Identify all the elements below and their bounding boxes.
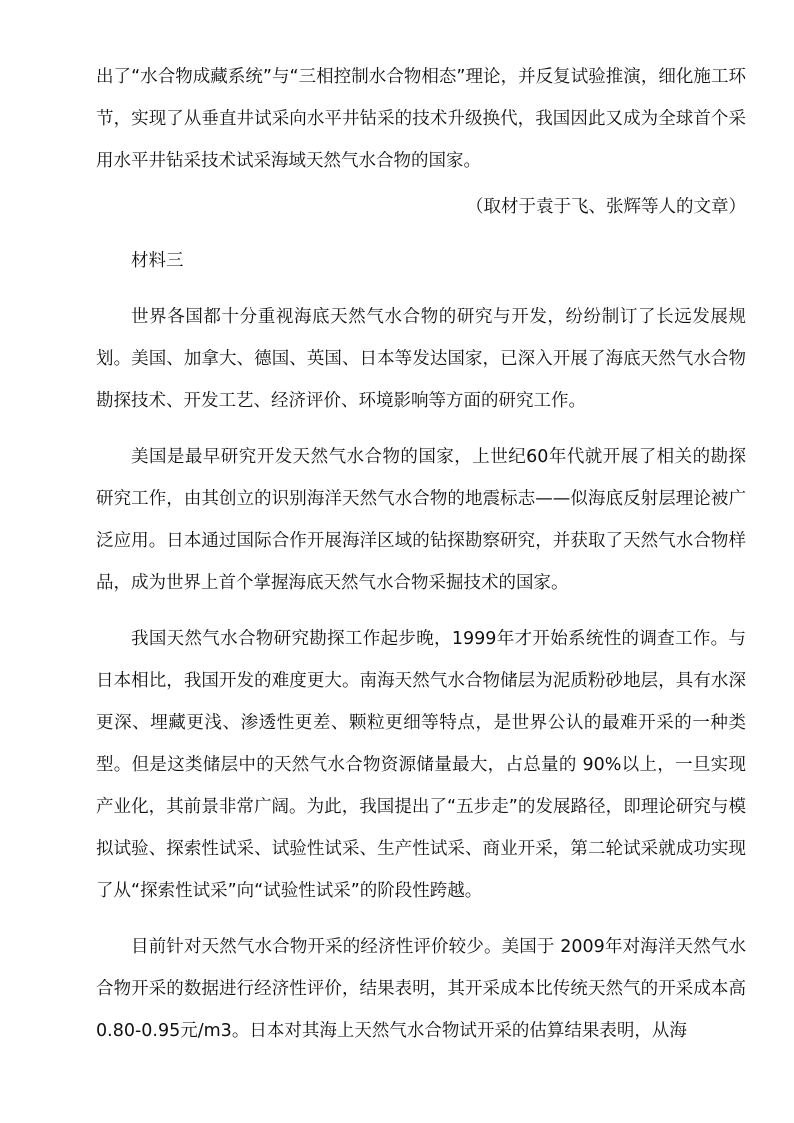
paragraph-3: 我国天然气水合物研究勘探工作起步晚，1999年才开始系统性的调查工作。与日本相比，我国开发的难度更大。南海天然气水合物储层为泥质粉砂地层，具有水深更深、埋藏更浅、渗透性更差、颗粒更细等特点，是世界公认的最难开采的一种类型。但是这类储层中的天然气水合物资源储量最大，占总量的 90%以上，一旦实现产业化，其前景非常广阔。为此，我国提出了“五步走”的发展路径，即理论研究与模拟试验、探索性试采、试验性试采、生产性试采、商业开采，第二轮试采就成功实现了从“探索性试采”向“试验性试采”的阶段性跨越。 bbox=[96, 629, 746, 901]
continued-paragraph: 出了“水合物成藏系统”与“三相控制水合物相态”理论，并反复试验推演，细化施工环节，实现了从垂直井试采向水平井钻采的技术升级换代，我国因此又成为全球首个采用水平井钻采技术试采海域天然气水合物的国家。 bbox=[96, 67, 746, 171]
source-citation: （取材于袁于飞、张辉等人的文章） bbox=[466, 197, 746, 217]
paragraph-1: 世界各国都十分重视海底天然气水合物的研究与开发，纷纷制订了长远发展规划。美国、加拿大、德国、英国、日本等发达国家，已深入开展了海底天然气水合物勘探技术、开发工艺、经济评价、环境影响等方面的研究工作。 bbox=[96, 307, 746, 411]
paragraph-2: 美国是最早研究开发天然气水合物的国家，上世纪60年代就开展了相关的勘探研究工作，由其创立的识别海洋天然气水合物的地震标志——似海底反射层理论被广泛应用。日本通过国际合作开展海洋区域的钻探勘察研究，并获取了天然气水合物样品，成为世界上首个掌握海底天然气水合物采掘技术的国家。 bbox=[96, 447, 746, 593]
section-title: 材料三 bbox=[131, 251, 184, 271]
paragraph-4: 目前针对天然气水合物开采的经济性评价较少。美国于 2009年对海洋天然气水合物开采的数据进行经济性评价，结果表明，其开采成本比传统天然气的开采成本高 0.80-0.95元/m3。日本对其海上天然气水合物试开采的估算结果表明，从海 bbox=[96, 937, 746, 1041]
